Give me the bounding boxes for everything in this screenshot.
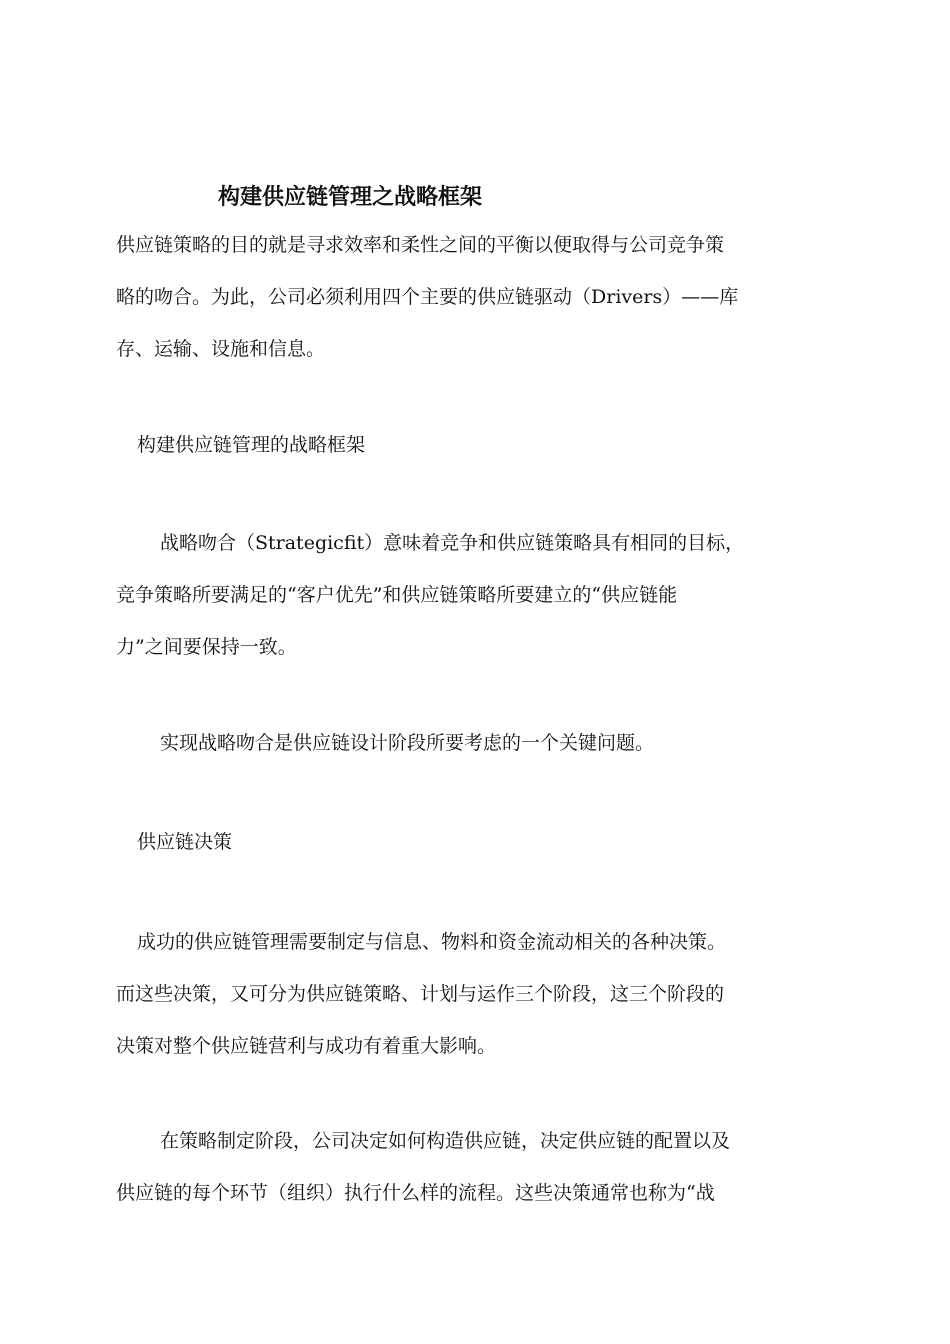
paragraph-line: 战略吻合（Strategicfit）意味着竞争和供应链策略具有相同的目标，: [160, 532, 745, 554]
paragraph-strategy-phase: [116, 1115, 834, 1219]
paragraph-line: 构建供应链管理的战略框架: [137, 434, 366, 456]
paragraph-line: 供应链决策: [137, 831, 233, 853]
paragraph-decisions: [116, 916, 834, 1072]
paragraph-strategic-fit: [116, 517, 834, 673]
section-heading-framework: [116, 419, 834, 471]
paragraph-line: 供应链策略的目的就是寻求效率和柔性之间的平衡以便取得与公司竞争策: [116, 234, 725, 256]
paragraph-intro: [116, 219, 834, 375]
section-heading-decisions: [116, 816, 834, 868]
paragraph-line: 成功的供应链管理需要制定与信息、物料和资金流动相关的各种决策。: [137, 931, 727, 953]
paragraph-key-issue: [116, 717, 834, 769]
paragraph-line: 力”之间要保持一致。: [116, 636, 297, 658]
paragraph-line: 实现战略吻合是供应链设计阶段所要考虑的一个关键问题。: [160, 732, 655, 754]
paragraph-line: 而这些决策，又可分为供应链策略、计划与运作三个阶段，这三个阶段的: [116, 983, 725, 1005]
paragraph-line: 存、运输、设施和信息。: [116, 338, 326, 360]
paragraph-line: 在策略制定阶段，公司决定如何构造供应链，决定供应链的配置以及: [160, 1130, 731, 1152]
paragraph-line: 供应链的每个环节（组织）执行什么样的流程。这些决策通常也称为“战: [116, 1182, 715, 1204]
paragraph-line: 略的吻合。为此，公司必须利用四个主要的供应链驱动（Drivers）——库: [116, 286, 739, 308]
document-title: 构建供应链管理之战略框架: [218, 184, 483, 210]
paragraph-line: 决策对整个供应链营利与成功有着重大影响。: [116, 1035, 497, 1057]
paragraph-line: 竞争策略所要满足的“客户优先”和供应链策略所要建立的“供应链能: [116, 584, 678, 606]
